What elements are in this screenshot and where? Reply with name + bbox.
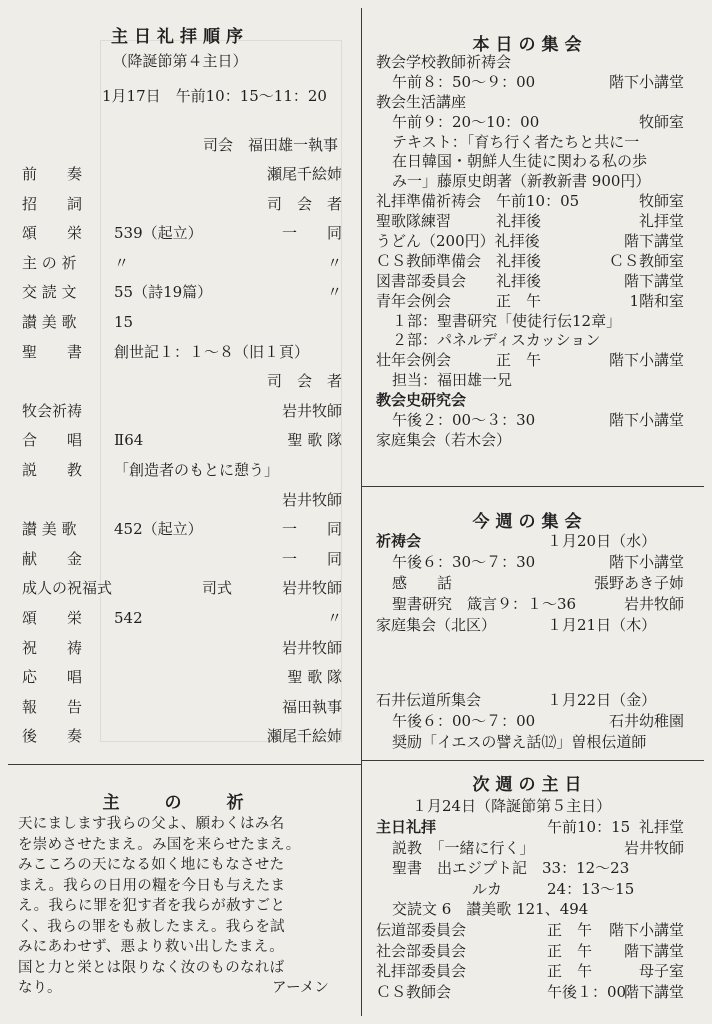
order-row — [22, 162, 342, 192]
order-item-detail: 452（起立） — [114, 520, 203, 539]
next-sunday-list — [362, 817, 702, 1002]
order-row — [22, 280, 342, 310]
next-line-text: 説教 「一緒に行く」 — [392, 838, 535, 857]
today-line-text: 青年会例会 正 午 — [376, 291, 542, 310]
next-line-text: 社会部委員会 — [376, 941, 467, 960]
worship-datetime: 1月17日 午前10：15～11：20 — [102, 87, 327, 105]
next-line-place: 階下小講堂 — [608, 920, 684, 939]
lords-prayer-title: 主 の 祈 — [102, 793, 258, 813]
next-sunday-date: １月24日（降誕節第５主日） — [412, 797, 612, 815]
week-line-date: １月20日（水） — [547, 532, 657, 550]
order-item-detail: Ⅱ64 — [114, 431, 144, 450]
prayer-line: まえ。我らの日用の糧を今日も与えたま — [18, 877, 286, 894]
prayer-line: を崇めさせたまえ。み国を来らせたまえ。 — [18, 836, 301, 853]
order-item-name: 前 奏 — [22, 165, 83, 183]
next-line — [362, 961, 702, 982]
today-line-text: 家庭集会（若木会） — [376, 430, 512, 449]
week-line — [362, 573, 702, 593]
order-item-name: 招 詞 — [22, 194, 83, 213]
week-line-text: 感 話 — [392, 574, 453, 592]
order-item-person: 岩井牧師 — [281, 638, 342, 657]
week-meetings-title: 今週の集会 — [472, 512, 588, 532]
order-item-name: 報 告 — [22, 697, 83, 716]
order-item-name: 祝 祷 — [22, 638, 83, 657]
order-item-name: 応 唱 — [22, 668, 83, 687]
order-item-detail: 539（起立） — [114, 224, 203, 243]
order-row — [22, 606, 342, 636]
next-line — [362, 879, 702, 900]
today-line-place: 牧師室 — [638, 192, 684, 211]
today-line-text: 午前９：20～10：00 — [392, 112, 540, 131]
next-line-text: 伝道部委員会 — [376, 920, 467, 939]
order-item-name: 説 教 — [22, 460, 83, 479]
today-line-text: 教会史研究会 — [376, 391, 467, 410]
week-line-place: 張野あき子姉 — [593, 574, 684, 592]
order-item-detail: 創世記１：１～８（旧１頁） — [114, 342, 310, 361]
today-line-place: 階下小講堂 — [608, 411, 684, 430]
order-item-detail: 15 — [114, 312, 134, 331]
order-item-detail: 542 — [114, 608, 143, 627]
order-item-person: 福田執事 — [281, 697, 342, 716]
next-line — [362, 920, 702, 941]
order-item-person: 岩井牧師 — [281, 579, 342, 598]
today-line-text: 教会学校教師祈祷会 — [376, 53, 512, 71]
order-item-person: 聖 歌 隊 — [287, 668, 342, 687]
next-line — [362, 858, 702, 879]
today-meetings-title: 本日の集会 — [472, 35, 588, 55]
order-item-name: 聖 書 — [22, 342, 83, 361]
next-line-text: 主日礼拝 — [376, 818, 437, 836]
next-line-text: 聖書 出エジプト記 33：12～23 — [392, 859, 630, 878]
next-line-time: 午後１：00 — [547, 982, 627, 1001]
order-item-detail: 司式 — [202, 579, 233, 598]
right-section-divider-2 — [361, 760, 704, 761]
order-row — [22, 399, 342, 429]
next-line-place: 母子室 — [638, 962, 684, 981]
today-line-place: 階下小講堂 — [608, 351, 684, 370]
week-line-place: 階下小講堂 — [608, 553, 684, 571]
order-item-person: 一 同 — [281, 224, 342, 243]
week-line-text: 午後６：00～７：00 — [392, 712, 536, 730]
order-item-person: 一 同 — [281, 549, 342, 568]
today-line-place: 階下講堂 — [623, 271, 684, 290]
week-line-place: 石井幼稚園 — [608, 712, 684, 730]
week-line-text: 午後６：30～７：30 — [392, 553, 536, 571]
next-line-text: 礼拝部委員会 — [376, 962, 467, 981]
week-line-text: 聖書研究 箴言９：１～36 — [392, 595, 577, 613]
order-item-person: 〃 — [326, 608, 342, 627]
next-line — [362, 817, 702, 838]
today-line-place: 1階和室 — [629, 291, 684, 310]
order-item-detail: 「創造者のもとに憩う」 — [114, 460, 280, 479]
today-line-text: テキスト：「育ち行く者たちと共に一 — [392, 132, 640, 151]
week-line-text: 奨励「イエスの譬え話⑿」曽根伝道師 — [392, 733, 647, 751]
order-row — [22, 310, 342, 340]
today-line-text: ２部：パネルディスカッション — [392, 331, 601, 350]
prayer-line: 国と力と栄とは限りなく汝のものなれば — [18, 959, 285, 976]
order-row — [22, 369, 342, 399]
next-line — [362, 982, 702, 1003]
next-line-place: 階下講堂 — [623, 941, 684, 960]
today-line-text: 担当：福田雄一兄 — [392, 371, 513, 390]
left-section-divider — [8, 764, 361, 765]
today-line-text: うどん（200円）礼拝後 — [376, 232, 540, 251]
lords-prayer-text — [18, 814, 348, 978]
today-line-place: 階下小講堂 — [608, 72, 684, 91]
order-row — [22, 458, 342, 488]
order-item-person: 〃 — [326, 253, 342, 272]
week-line — [362, 531, 702, 551]
today-line-text: 在日韓国・朝鮮人生徒に関わる私の歩 — [392, 152, 648, 171]
order-row — [22, 340, 342, 370]
week-line-date: １月22日（金） — [547, 691, 657, 709]
order-row — [22, 636, 342, 666]
today-line-text: 教会生活講座 — [376, 92, 467, 111]
prayer-line: く、我らの罪をも赦したまえ。我らを試 — [18, 918, 285, 935]
today-line-place: ＣＳ教師室 — [608, 251, 684, 270]
order-row — [22, 251, 342, 281]
lords-prayer-amen: アーメン — [272, 980, 329, 996]
today-line-text: み一」藤原史朗著（新教新書 900円） — [392, 172, 651, 191]
next-sunday-title: 次週の主日 — [472, 775, 588, 795]
order-row — [22, 576, 342, 606]
order-item-person: 〃 — [326, 283, 342, 302]
order-item-name: 献 金 — [22, 549, 83, 568]
next-line-place: 階下講堂 — [623, 982, 684, 1001]
week-line-text: 家庭集会（北区） — [376, 616, 497, 634]
order-row — [22, 695, 342, 725]
order-row — [22, 517, 342, 547]
order-item-person: 司 会 者 — [266, 372, 342, 391]
week-line — [362, 594, 702, 614]
order-row — [22, 428, 342, 458]
next-line-place: 礼拝堂 — [638, 818, 684, 836]
worship-order-list — [22, 162, 342, 754]
order-row — [22, 192, 342, 222]
week-line — [362, 711, 702, 731]
today-line-text: 午後２：00～３：30 — [392, 411, 536, 430]
next-line — [362, 838, 702, 859]
order-item-person: 岩井牧師 — [281, 490, 342, 509]
prayer-line: え。我らに罪を犯す者を我らが赦すごと — [18, 898, 286, 914]
order-item-detail: 〃 — [114, 253, 130, 272]
today-line-text: 図書部委員会 礼拝後 — [376, 271, 542, 290]
order-item-person: 岩井牧師 — [281, 401, 342, 420]
order-item-person: 司 会 者 — [266, 194, 342, 213]
order-row — [22, 547, 342, 577]
order-item-person: 瀬尾千絵姉 — [266, 165, 342, 183]
order-item-name: 合 唱 — [22, 431, 83, 450]
worship-order-subtitle: （降誕節第４主日） — [112, 52, 248, 70]
worship-order-title: 主日礼拝順序 — [111, 27, 249, 47]
order-item-detail: 55（詩19篇） — [114, 283, 213, 302]
order-item-name: 牧会祈祷 — [22, 401, 83, 420]
today-line-text: １部：聖書研究「使徒行伝12章」 — [392, 311, 622, 330]
today-line-text: 礼拝準備祈祷会 午前10：05 — [376, 192, 580, 211]
order-item-name: 讃 美 歌 — [22, 312, 77, 331]
today-line-text: 午前８：50～９：00 — [392, 72, 536, 91]
next-line-time: 午前10：15 — [547, 818, 631, 836]
week-line-text: 石井伝道所集会 — [376, 691, 482, 709]
next-line-text: ルカ 24：13～15 — [472, 879, 635, 898]
week-meetings-list — [362, 0, 702, 760]
order-item-person: 一 同 — [281, 520, 342, 539]
today-line-place: 牧師室 — [638, 112, 684, 131]
order-item-name: 後 奏 — [22, 727, 83, 746]
next-line-place: 岩井牧師 — [623, 838, 684, 857]
order-item-name: 頌 栄 — [22, 224, 83, 243]
prayer-line: みこころの天になる如く地にもなさせた — [18, 857, 285, 873]
next-line-text: ＣＳ教師会 — [376, 982, 452, 1001]
week-line-date: １月21日（木） — [547, 616, 657, 634]
next-line-time: 正 午 — [547, 920, 593, 939]
order-item-name: 交 読 文 — [22, 283, 77, 302]
order-item-name: 成人の祝福式 — [22, 579, 113, 598]
week-line — [362, 690, 702, 710]
order-row — [22, 724, 342, 754]
week-line-place: 岩井牧師 — [623, 595, 684, 613]
order-row — [22, 488, 342, 518]
worship-presider: 司会 福田雄一執事 — [202, 136, 338, 154]
week-line — [362, 732, 702, 752]
prayer-line: 天にまします我らの父よ、願わくはみ名 — [18, 816, 285, 832]
today-line-text: 壮年会例会 正 午 — [376, 351, 542, 370]
today-line-text: ＣＳ教師準備会 礼拝後 — [376, 251, 542, 270]
today-line-place: 階下講堂 — [623, 232, 684, 251]
order-item-name: 主 の 祈 — [22, 253, 77, 272]
week-line — [362, 552, 702, 572]
order-item-person: 瀬尾千絵姉 — [266, 727, 342, 746]
next-line-time: 正 午 — [547, 941, 593, 960]
order-item-person: 聖 歌 隊 — [287, 431, 342, 450]
order-item-name: 頌 栄 — [22, 608, 83, 627]
order-row — [22, 665, 342, 695]
prayer-line: みにあわせず、悪より救い出したまえ。 — [18, 939, 285, 955]
week-line — [362, 615, 702, 635]
next-line — [362, 941, 702, 962]
order-item-name: 讃 美 歌 — [22, 520, 77, 539]
today-line-text: 聖歌隊練習 礼拝後 — [376, 212, 542, 231]
next-line — [362, 899, 702, 920]
order-row — [22, 221, 342, 251]
next-line-time: 正 午 — [547, 962, 593, 981]
today-line-place: 礼拝堂 — [638, 212, 684, 231]
next-line-text: 交読文 6 讃美歌 121、494 — [392, 900, 589, 919]
week-line-text: 祈祷会 — [376, 532, 422, 550]
lords-prayer-last: なり。 — [18, 980, 62, 996]
